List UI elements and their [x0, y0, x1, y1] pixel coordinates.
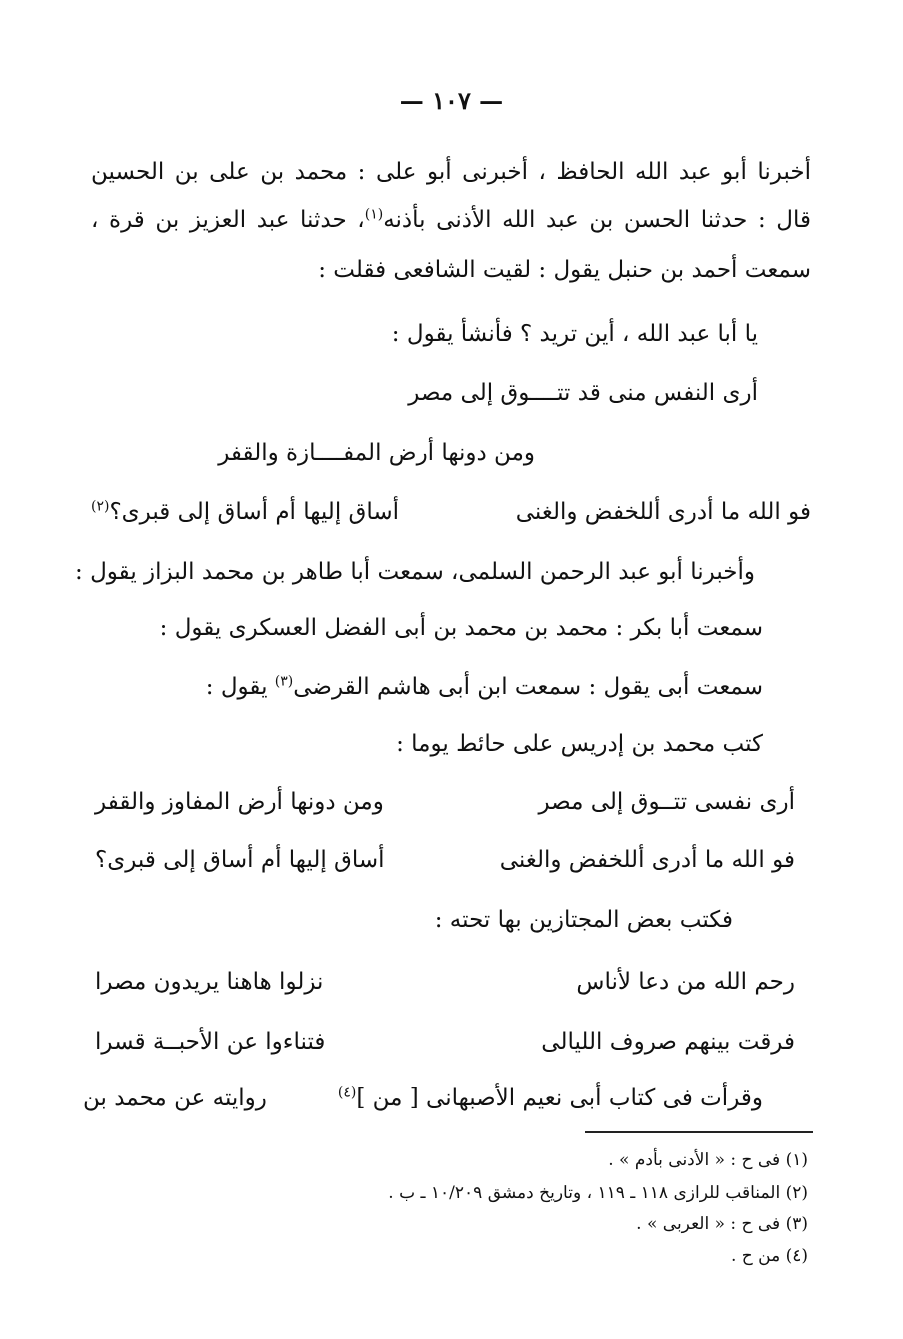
- footnote: (٢) المناقب للرازى ١١٨ ـ ١١٩ ، وتاريخ دمشق ١٠/٢٠٩ ـ ب .: [388, 1183, 808, 1203]
- text-segment: سمعت أحمد بن حنبل يقول : لقيت الشافعى فقلت :: [318, 257, 811, 283]
- verse-hemistich-container: [91, 492, 399, 534]
- text-segment: سمعت أبا بكر : محمد بن محمد بن أبى الفضل العسكرى يقول :: [159, 615, 763, 641]
- verse-line: [95, 782, 795, 824]
- text-segment: يقول :: [205, 674, 268, 700]
- footnote: (١) فى ح : « الأدنى بأدم » .: [608, 1150, 808, 1170]
- text-line: [392, 314, 758, 356]
- verse-hemistich: فرقت بينهم صروف الليالى: [541, 1029, 795, 1055]
- footnote: (٤) من ح .: [730, 1246, 808, 1266]
- text-line: [75, 552, 755, 594]
- verse-hemistich: ومن دونها أرض المفاوز والقفر: [95, 789, 384, 815]
- verse-hemistich: ومن دونها أرض المفــــازة والقفر: [218, 440, 535, 466]
- footnote-mark: (٢): [91, 498, 110, 515]
- text-segment: فكتب بعض المجتازين بها تحته :: [434, 907, 733, 933]
- text-line: [83, 1078, 763, 1120]
- text-segment-container: [338, 1078, 763, 1120]
- text-line: [435, 900, 733, 942]
- verse-line: [408, 373, 758, 415]
- text-line: [91, 200, 811, 242]
- footnote: (٣) فى ح : « العربى » .: [636, 1214, 808, 1234]
- verse-hemistich: أساق إليها أم أساق إلى قبرى؟: [95, 847, 385, 873]
- verse-hemistich: نزلوا هاهنا يريدون مصرا: [95, 969, 324, 995]
- verse-hemistich: فتناءوا عن الأحبــة قسرا: [95, 1029, 326, 1055]
- text-segment: أخبرنا أبو عبد الله الحافظ ، أخبرنى أبو على : محمد بن على بن الحسين: [91, 159, 811, 185]
- verse-line: [91, 492, 811, 534]
- text-line: [318, 250, 811, 292]
- footnote-mark: (١): [364, 206, 384, 223]
- text-segment: وقرأت فى كتاب أبى نعيم الأصبهانى [ من ]: [356, 1085, 763, 1111]
- footnote-mark: (٣): [274, 673, 294, 690]
- verse-hemistich: أرى النفس منى قد تتــــوق إلى مصر: [408, 380, 758, 406]
- text-segment: يا أبا عبد الله ، أين تريد ؟ فأنشأ يقول :: [391, 321, 758, 347]
- text-segment: ، حدثنا عبد العزيز بن قرة ،: [91, 207, 365, 233]
- text-segment: قال : حدثنا الحسن بن عبد الله الأذنى بأذنه: [383, 207, 812, 233]
- verse-line: [95, 962, 795, 1004]
- verse-line: [218, 433, 535, 475]
- verse-line: [95, 1022, 795, 1064]
- verse-hemistich: فو الله ما أدرى أللخفض والغنى: [515, 499, 811, 525]
- footnote-divider: [585, 1131, 813, 1133]
- page-number: — ١٠٧ —: [399, 86, 504, 115]
- text-line: [91, 152, 811, 194]
- verse-hemistich: أرى نفسى تتــوق إلى مصر: [538, 789, 795, 815]
- text-line: [160, 608, 763, 650]
- text-segment: وأخبرنا أبو عبد الرحمن السلمى، سمعت أبا طاهر بن محمد البزاز يقول :: [75, 559, 755, 585]
- text-segment: روايته عن محمد بن: [83, 1085, 267, 1111]
- text-segment: سمعت أبى يقول : سمعت ابن أبى هاشم القرضى: [293, 674, 763, 700]
- text-line: [206, 667, 763, 709]
- verse-hemistich: فو الله ما أدرى أللخفض والغنى: [499, 847, 795, 873]
- verse-line: [95, 840, 795, 882]
- verse-hemistich: رحم الله من دعا لأناس: [576, 969, 795, 995]
- verse-hemistich: أساق إليها أم أساق إلى قبرى؟: [109, 499, 400, 525]
- text-line: [396, 724, 763, 766]
- footnote-mark: (٤): [337, 1084, 357, 1101]
- text-segment: كتب محمد بن إدريس على حائط يوما :: [396, 731, 763, 757]
